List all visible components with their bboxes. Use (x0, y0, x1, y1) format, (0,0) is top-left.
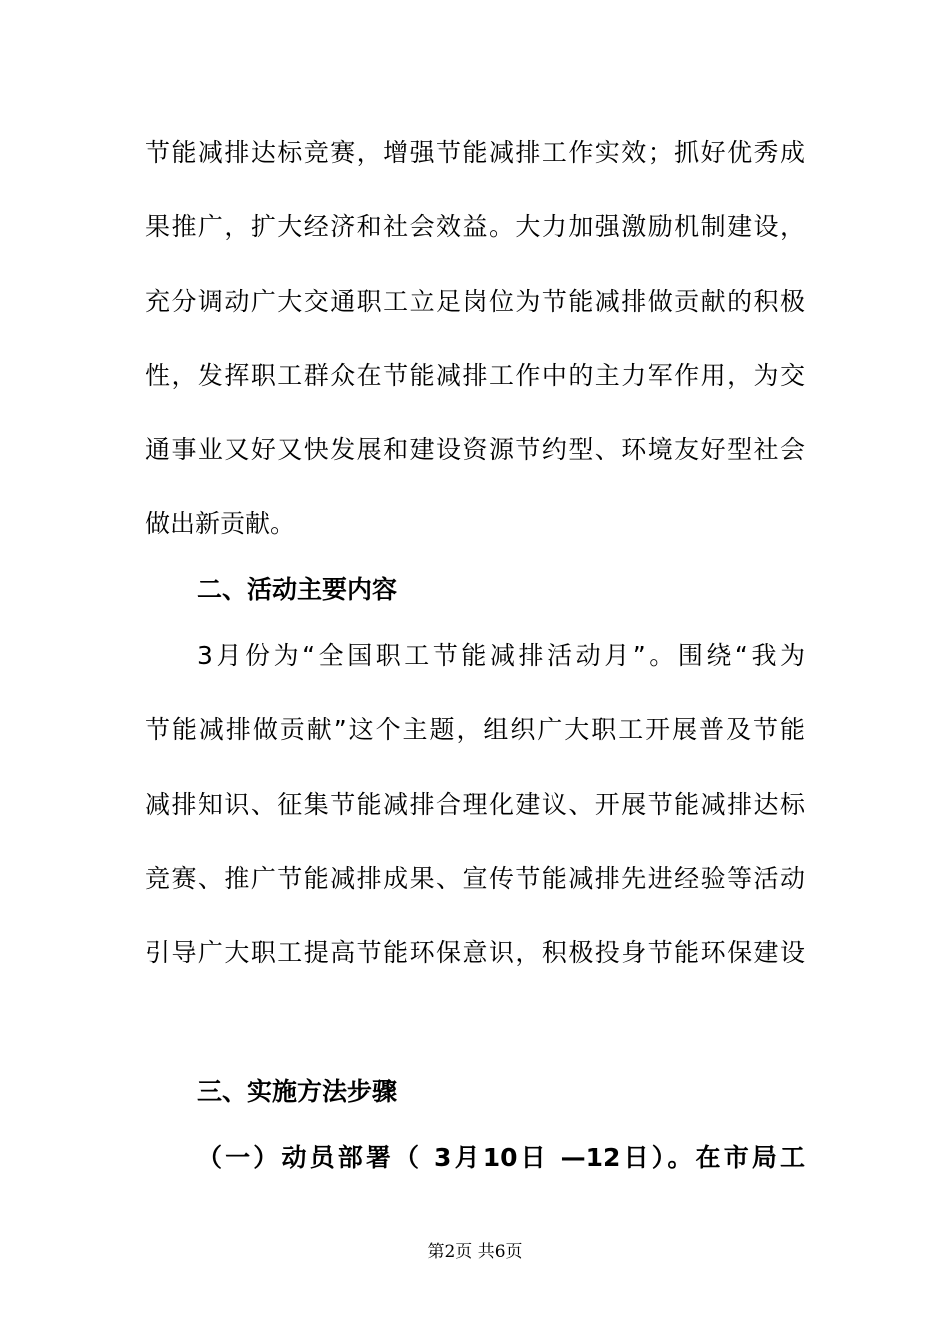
section-heading-2: 二、活动主要内容 (197, 575, 398, 604)
paragraph-line: 引导广大职工提高节能环保意识，积极投身节能环保建设 (145, 938, 805, 967)
paragraph-line: 充分调动广大交通职工立足岗位为节能减排做贡献的积极 (145, 287, 805, 316)
subsection-heading: （一）动员部署（ 3月10日 —12日）。在市局工 (197, 1143, 805, 1172)
paragraph-line: 3月份为“全国职工节能减排活动月”。围绕“我为 (197, 641, 805, 670)
paragraph-line: 做出新贡献。 (145, 509, 296, 538)
page-number-footer: 第2页 共6页 (427, 1242, 523, 1262)
paragraph-line: 果推广，扩大经济和社会效益。大力加强激励机制建设， (145, 212, 805, 241)
paragraph-line: 竞赛、推广节能减排成果、宣传节能减排先进经验等活动 (145, 864, 805, 893)
paragraph-line: 节能减排做贡献”这个主题，组织广大职工开展普及节能 (145, 715, 805, 744)
paragraph-line: 节能减排达标竞赛，增强节能减排工作实效；抓好优秀成 (145, 138, 805, 167)
paragraph-line: 减排知识、征集节能减排合理化建议、开展节能减排达标 (145, 790, 805, 819)
section-heading-3: 三、实施方法步骤 (197, 1077, 398, 1106)
paragraph-line: 性，发挥职工群众在节能减排工作中的主力军作用，为交 (145, 361, 805, 390)
paragraph-line: 通事业又好又快发展和建设资源节约型、环境友好型社会 (145, 435, 805, 464)
